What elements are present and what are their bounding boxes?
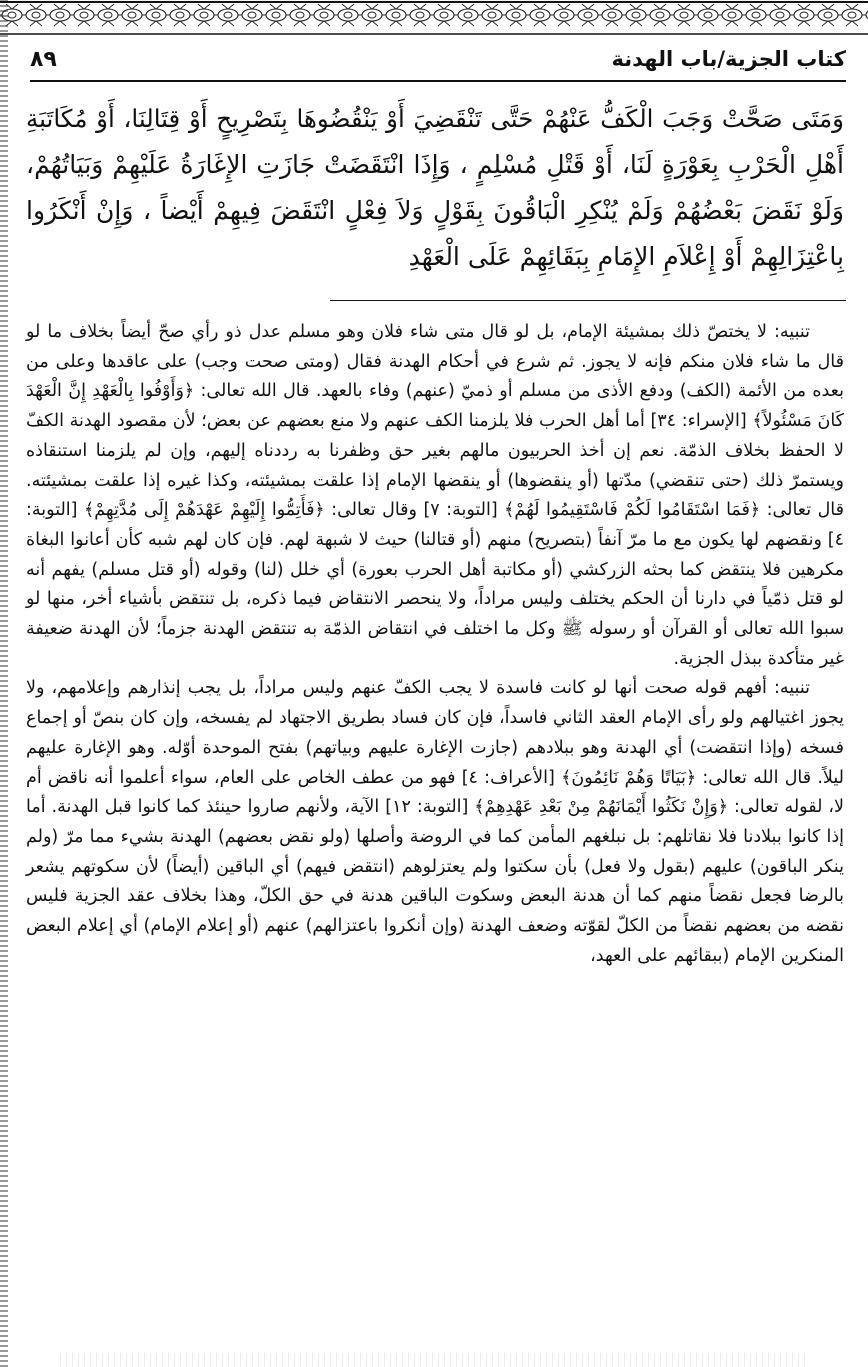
scan-artifact (60, 1353, 808, 1367)
matn-sharh-divider (330, 300, 846, 301)
margin-ornament (0, 0, 8, 1367)
matn-line: وَلَوْ نَقَضَ بَعْضُهُمْ وَلَمْ يُنْكِرِ الْبَاقُونَ بِقَوْلٍ وَلاَ فِعْلٍ انْتَقَضَ فِيهِمْ أَيْضاً ، وَإِنْ أَنْكَرُوا (26, 196, 844, 225)
ornamental-border (0, 0, 868, 36)
matn-line: وَمَتَى صَحَّتْ وَجَبَ الْكَفُّ عَنْهُمْ حَتَّى تَنْقَضِيَ أَوْ يَنْقُضُوهَا بِتَصْرِيحٍ أَوْ قِتَالِنَا، أَوْ مُكَاتَبَةِ (26, 104, 844, 133)
matn-text (26, 96, 844, 280)
sharh-paragraph: تنبيه: أفهم قوله صحت أنها لو كانت فاسدة لا يجب الكفّ عنهم وليس مراداً، بل يجب إنذارهم وإعلامهم، ولا يجوز اغتيالهم ولو رأى الإمام العقد الثاني فاسداً، فإن كان فساد بطريق الاجتهاد لم يفسخه، وإن كان بنصّ أو إجماع فسخه (وإذا انتقضت) أي الهدنة وهو ببلادهم (جازت الإغارة عليهم وبياتهم) بفتح الموحدة أوّله. وهو الإغارة عليهم ليلاً. قال الله تعالى: ﴿بَيَاتًا وَهُمْ نَائِمُونَ﴾ [الأعراف: ٤] فهو من عطف الخاص على العام، سواء أعلموا أنه ناقض أم لا، لقوله تعالى: ﴿وَإِنْ نَكَثُوا أَيْمَانَهُمْ مِنْ بَعْدِ عَهْدِهِمْ﴾ [التوبة: ١٢] الآية، ولأنهم صاروا حينئذ كما كانوا قبل الهدنة. أما إذا كانوا ببلادنا فلا نقاتلهم: بل نبلغهم المأمن كما في الروضة وأصلها (ولو نقض بعضهم) الهدنة بشيء مما مرّ (ولم ينكر الباقون) عليهم (بقول ولا فعل) بأن سكتوا ولم يعتزلوهم (انتقض فيهم) أي الباقين (أيضاً) لأن سكوتهم يشعر بالرضا فجعل نقضاً منهم كما أن هدنة البعض وسكوت الباقين هدنة في حق الكلّ، وهذا بخلاف عقد الجزية فليس نقضه من بعضهم نقضاً من الكلّ لقوّته وضعف الهدنة (وإن أنكروا باعتزالهم) عنهم (أو إعلام الإمام) أي إعلام البعض المنكرين الإمام (ببقائهم على العهد، (26, 678, 844, 966)
running-header (30, 38, 846, 82)
matn-line: بِاعْتِزَالِهِمْ أَوْ إِعْلاَمِ الإِمَامِ بِبَقَائِهِمْ عَلَى الْعَهْدِ (408, 242, 844, 271)
sharh-paragraph: تنبيه: لا يختصّ ذلك بمشيئة الإمام، بل لو قال متى شاء فلان وهو مسلم عدل ذو رأي صحّ أيضاً بخلاف ما لو قال ما شاء فلان منكم فإنه لا يجوز. ثم شرع في أحكام الهدنة فقال (ومتى صحت وجب) على عاقدها وعلى من بعده من الأئمة (الكف) ودفع الأذى من مسلم أو ذميّ (عنهم) وفاء بالعهد. قال الله تعالى: ﴿وَأَوْفُوا بِالْعَهْدِ إِنَّ الْعَهْدَ كَانَ مَسْئُولاً﴾ [الإسراء: ٣٤] أما أهل الحرب فلا يلزمنا الكف عنهم ولا منع بعضهم عن بعض؛ لأن مقصود الهدنة الكفّ لا الحفظ بخلاف الذمّة. نعم إن أخذ الحربيون مالهم بغير حق وظفرنا به رددناه إليهم، وإن لم يلزمنا استنقاذه ويستمرّ ذلك (حتى تنقضي) مدّتها (أو ينقضوها) أو ينقضها الإمام إذا علقت بمشيئته، وكذا غيره إذا علقت بمشيئته. قال تعالى: ﴿فَمَا اسْتَقَامُوا لَكُمْ فَاسْتَقِيمُوا لَهُمْ﴾ [التوبة: ٧] وقال تعالى: ﴿فَأَتِمُّوا إِلَيْهِمْ عَهْدَهُمْ إِلَى مُدَّتِهِمْ﴾ [التوبة: ٤] ونقضهم لها يكون مع ما مرّ آنفاً (بتصريح) منهم (أو قتالنا) حيث لا شبهة لهم. فإن كان لهم شبه كأن أعانوا البغاة مكرهين فلا ينتقض كما بحثه الزركشي (أو مكاتبة أهل الحرب بعورة) أي خلل (لنا) وقوله (أو قتل مسلم) يفهم أنه لو قتل ذمّياً في دارنا أن الحكم يختلف وليس مراداً، ولا ينحصر الانتقاض فيما ذكره، بل تنتقض بأشياء أخر، منها لو سبوا الله تعالى أو القرآن أو رسوله ﷺ وكل ما اختلف في انتقاض الذمّة به تنتقض الهدنة جزماً؛ لأن الهدنة ضعيفة غير متأكدة ببذل الجزية. (26, 322, 845, 669)
matn-line: أَهْلِ الْحَرْبِ بِعَوْرَةٍ لَنَا، أَوْ قَتْلِ مُسْلِمٍ ، وَإِذَا انْتَقَضَتْ جَازَتِ الإِغَارَةُ عَلَيْهِمْ وَبَيَاتُهُمْ، (26, 150, 844, 179)
sharh-commentary (26, 318, 844, 971)
chapter-title: كتاب الجزية/باب الهدنة (611, 47, 846, 71)
page-number: ٨٩ (30, 46, 57, 72)
ornament-pattern-icon (0, 0, 868, 36)
